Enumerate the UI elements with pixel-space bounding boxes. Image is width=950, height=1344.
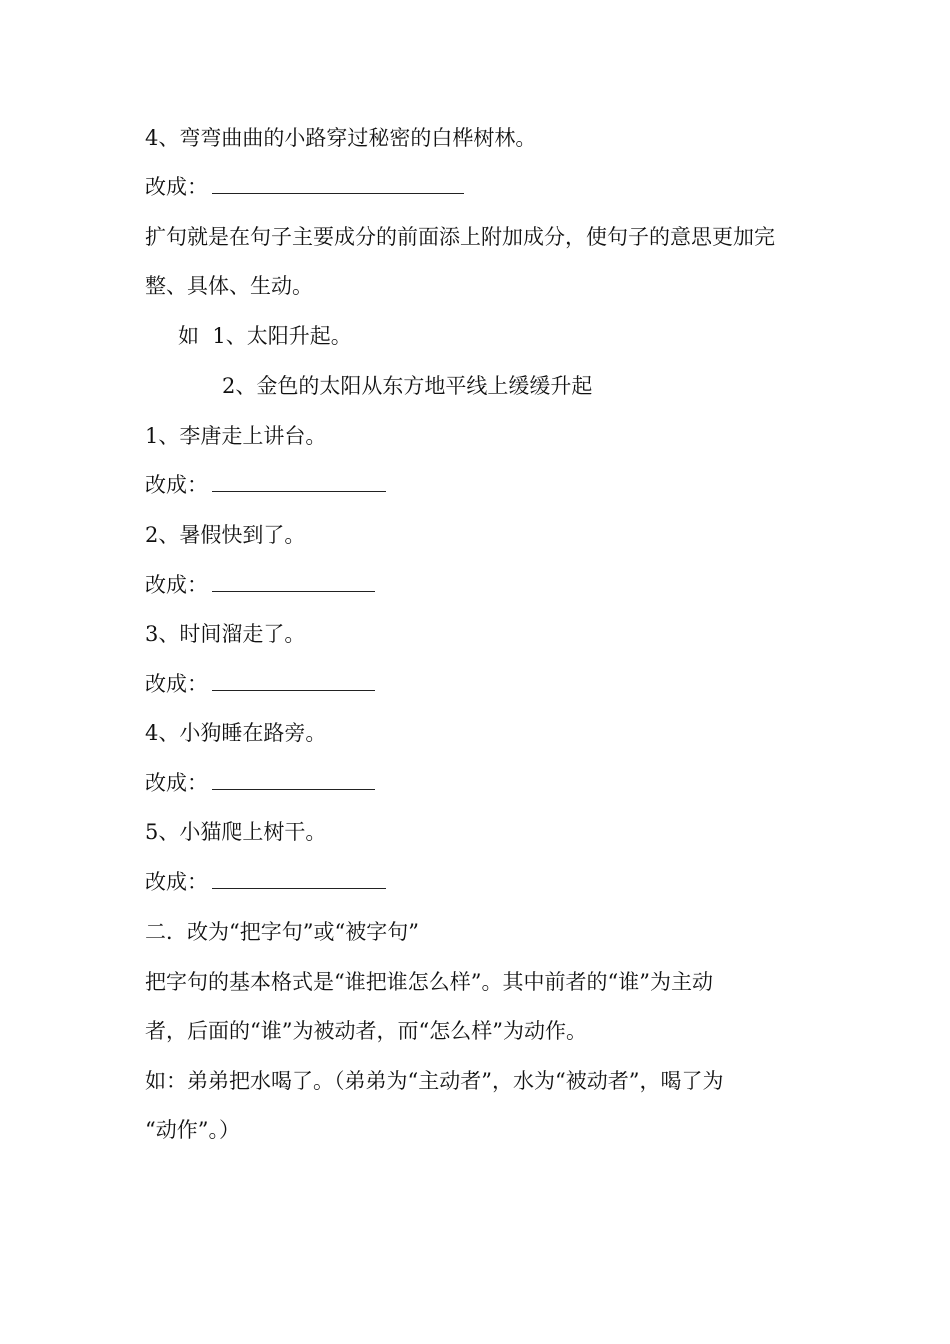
expand-sentence-4: 4、小狗睡在路旁。 — [145, 721, 327, 745]
ba-sentence-definition-2: 者，后面的“谁”为被动者，而“怎么样”为动作。 — [145, 1019, 587, 1043]
ba-sentence-example-1: 如：弟弟把水喝了。（弟弟为“主动者”，水为“被动者”，喝了为 — [145, 1069, 724, 1093]
answer-blank[interactable] — [212, 471, 386, 492]
expand-sentence-1: 1、李唐走上讲台。 — [145, 424, 327, 448]
answer-blank[interactable] — [212, 173, 464, 194]
ba-sentence-definition-1: 把字句的基本格式是“谁把谁怎么样”。其中前者的“谁”为主动 — [145, 970, 713, 994]
expand-sentence-5: 5、小猫爬上树干。 — [145, 820, 327, 844]
answer-line: 改成： — [145, 173, 464, 201]
ba-sentence-example-2: “动作”。） — [145, 1118, 240, 1142]
definition-line-1: 扩句就是在句子主要成分的前面添上附加成分，使句子的意思更加完 — [145, 225, 775, 249]
answer-blank[interactable] — [212, 769, 375, 790]
answer-blank[interactable] — [212, 670, 375, 691]
answer-blank[interactable] — [212, 571, 375, 592]
answer-line: 改成： — [145, 769, 375, 797]
answer-line: 改成： — [145, 571, 375, 599]
example-2: 2、金色的太阳从东方地平线上缓缓升起 — [222, 374, 593, 398]
exercise-4-sentence: 4、弯弯曲曲的小路穿过秘密的白桦树林。 — [145, 126, 537, 150]
answer-line: 改成： — [145, 868, 386, 896]
definition-line-2: 整、具体、生动。 — [145, 274, 313, 298]
section-heading: 二．改为“把字句”或“被字句” — [145, 920, 419, 944]
example-1: 如 1、太阳升起。 — [178, 324, 352, 348]
answer-line: 改成： — [145, 471, 386, 499]
expand-sentence-3: 3、时间溜走了。 — [145, 622, 306, 646]
answer-line: 改成： — [145, 670, 375, 698]
answer-blank[interactable] — [212, 868, 386, 889]
expand-sentence-2: 2、暑假快到了。 — [145, 523, 306, 547]
